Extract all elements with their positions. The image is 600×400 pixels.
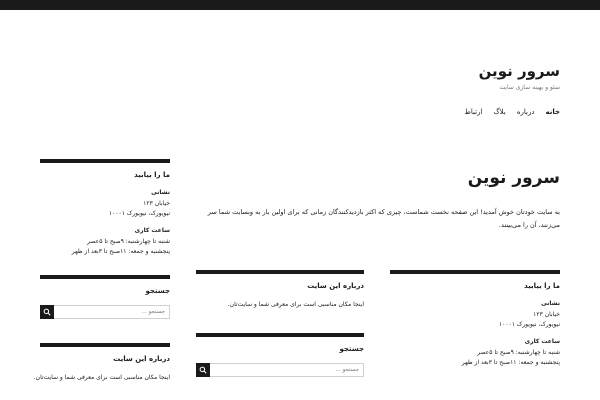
search-form [196,363,364,377]
sidebar-widget-title-about: درباره این سایت [113,355,170,363]
site-tagline: سئو و بهینه سازی سایت [499,84,560,91]
page-title: سرور نوین [467,168,560,188]
widget-divider [40,159,170,163]
main-navigation [464,108,560,116]
widget-divider [390,270,560,274]
sidebar-widget-title-find-us: ما را بیابید [134,171,170,179]
sidebar-search-input[interactable] [54,306,169,318]
sidebar-hours-label: ساعت کاری [134,227,170,234]
sidebar-widget-title-search: جستجو [145,287,170,295]
hours-line: پنجشنبه و جمعه: ۱۱صبح تا ۳بعد از ظهر [461,359,560,366]
sidebar-address-line: خیابان ۱۲۳ [143,200,170,207]
sidebar-search-button[interactable] [40,305,54,319]
hours-line: شنبه تا چهارشنبه: ۹صبح تا ۵عصر [477,349,560,356]
address-label: نشانی [541,300,560,307]
address-line: نیویورک، نیویورک ۱۰۰۰۱ [498,321,560,328]
nav-item-about[interactable]: درباره [516,108,535,116]
widget-title-search: جستجو [339,345,364,353]
search-button[interactable] [196,363,210,377]
nav-item-home[interactable]: خانه [545,108,560,116]
nav-item-blog[interactable]: بلاگ [493,108,506,116]
sidebar-address-line: نیویورک، نیویورک ۱۰۰۰۱ [108,210,170,217]
search-input[interactable] [210,364,363,376]
address-line: خیابان ۱۲۳ [533,311,560,318]
search-icon [199,366,207,374]
sidebar-address-label: نشانی [151,189,170,196]
hours-label: ساعت کاری [524,338,560,345]
site-title[interactable]: سرور نوین [478,62,560,80]
search-icon [43,308,51,316]
widget-title-find-us: ما را بیابید [524,282,560,290]
page-body-text: به سایت خودتان خوش آمدید! این صفحه نخست شماست، چیزی که اکثر بازدیدکنندگان زمانی که برای اولین بار به وبسایت شما سر می‌زنند، آن را می‌بینند. [207,208,560,229]
widget-divider [40,275,170,279]
widget-title-about: درباره این سایت [307,282,364,290]
widget-divider [40,343,170,347]
about-text: اینجا مکان مناسبی است برای معرفی شما و سایت‌تان. [227,301,364,308]
widget-divider [196,333,364,337]
sidebar-about-text: اینجا مکان مناسبی است برای معرفی شما و سایت‌تان. [33,374,170,381]
widget-divider [196,270,364,274]
sidebar-search-form [40,305,170,319]
page [0,10,600,400]
sidebar-hours-line: پنجشنبه و جمعه: ۱۱صبح تا ۳بعد از ظهر [71,248,170,255]
nav-item-contact[interactable]: ارتباط [464,108,483,116]
sidebar-hours-line: شنبه تا چهارشنبه: ۹صبح تا ۵عصر [87,238,170,245]
